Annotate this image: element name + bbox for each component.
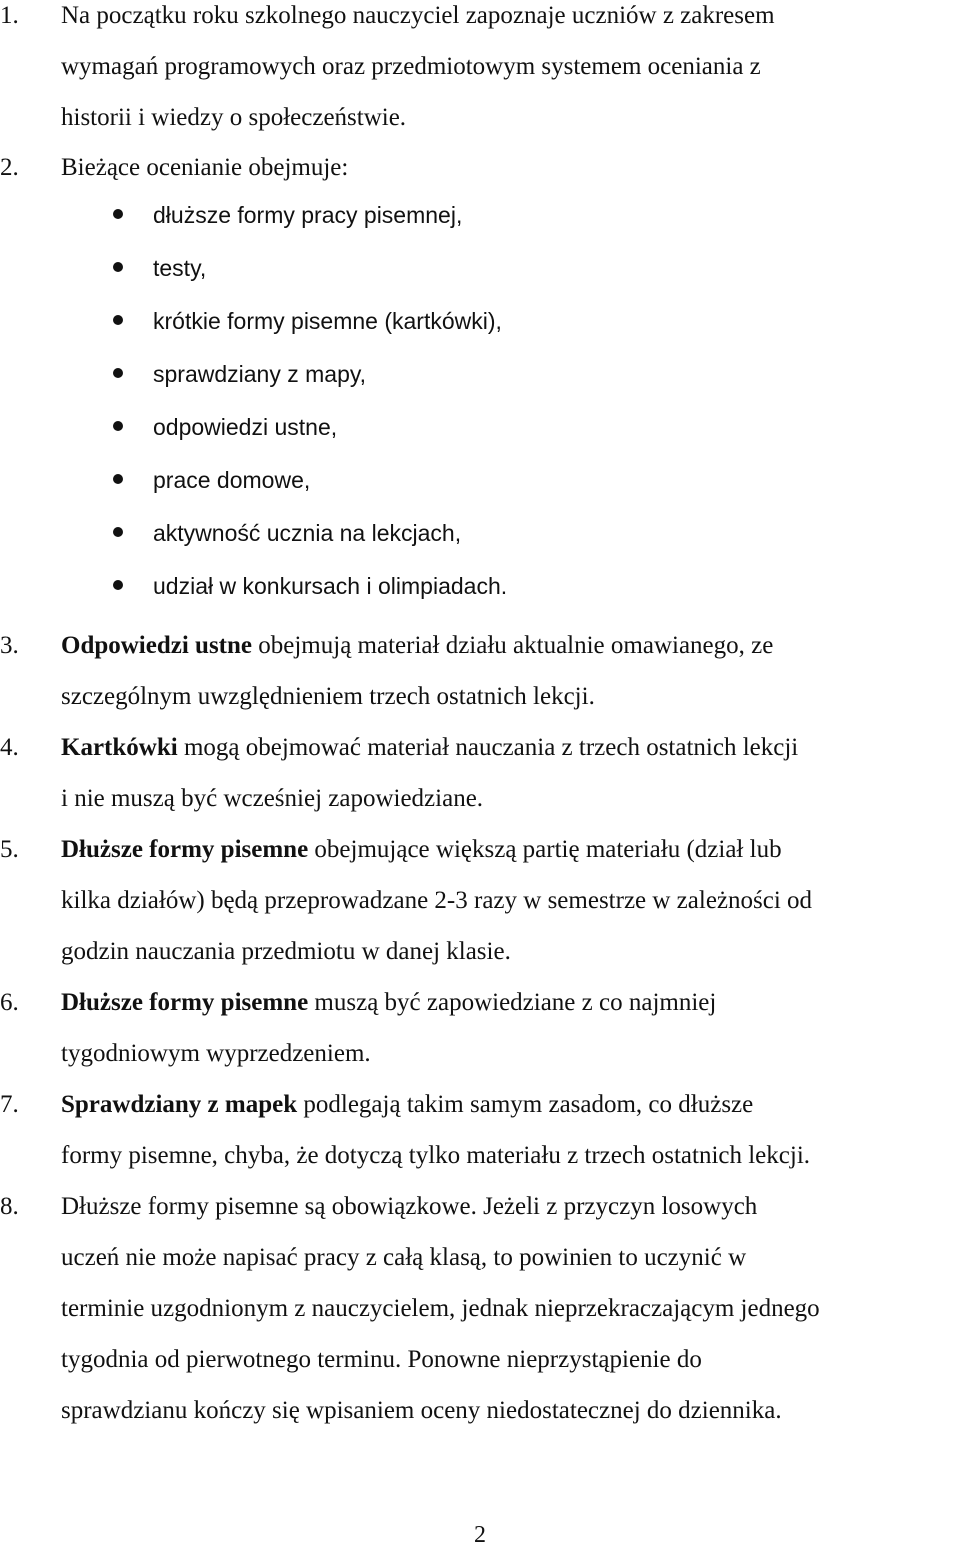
bullet-label: sprawdziany z mapy,: [153, 361, 367, 387]
text-line: [61, 824, 958, 875]
bullet-icon: [113, 474, 123, 484]
list-item-8: [0, 1181, 958, 1436]
text-line: szczególnym uwzględnieniem trzech ostatnich lekcji.: [61, 683, 595, 710]
bullet-item: [0, 243, 958, 296]
bullet-label: prace domowe,: [153, 467, 311, 493]
bullet-item: [0, 455, 958, 508]
item-lead: Dłuższe formy pisemne: [61, 989, 309, 1016]
list-item-6: [0, 977, 958, 1079]
item-text: [61, 1181, 958, 1436]
item-number: 1.: [0, 2, 19, 29]
text-line: [61, 722, 958, 773]
text-line: terminie uzgodnionym z nauczycielem, jednak nieprzekraczającym jednego: [61, 1295, 820, 1322]
bullet-label: krótkie formy pisemne (kartkówki),: [153, 308, 502, 334]
bullet-icon: [113, 262, 123, 272]
item-lead-rest: mogą obejmować materiał nauczania z trzech ostatnich lekcji: [177, 734, 799, 761]
bullet-label: udział w konkursach i olimpiadach.: [153, 573, 508, 599]
bullet-item: [0, 296, 958, 349]
bullet-icon: [113, 421, 123, 431]
bullet-icon: [113, 315, 123, 325]
item-text: [61, 977, 958, 1079]
list-item-5: [0, 824, 958, 977]
text-line: Na początku roku szkolnego nauczyciel zapoznaje uczniów z zakresem: [61, 2, 775, 29]
text-line: tygodniowym wyprzedzeniem.: [61, 1040, 371, 1067]
list-item-2: [0, 142, 958, 193]
text-line: [61, 977, 958, 1028]
item-text: [61, 0, 958, 143]
bullet-label: dłuższe formy pracy pisemnej,: [153, 202, 463, 228]
bullet-icon: [113, 580, 123, 590]
item-lead-rest: podlegają takim samym zasadom, co dłuższe: [297, 1091, 754, 1118]
item-number: 4.: [0, 734, 19, 761]
text-line: uczeń nie może napisać pracy z całą klasą, to powinien to uczynić w: [61, 1244, 747, 1271]
item-text: [61, 620, 958, 722]
text-line: wymagań programowych oraz przedmiotowym systemem oceniania z: [61, 53, 761, 80]
bullet-item: [0, 508, 958, 561]
text-line: [61, 1079, 958, 1130]
text-line: i nie muszą być wcześniej zapowiedziane.: [61, 785, 484, 812]
bullet-item: [0, 190, 958, 243]
bullet-label: aktywność ucznia na lekcjach,: [153, 520, 462, 546]
page-number: 2: [474, 1522, 486, 1548]
item-lead-rest: muszą być zapowiedziane z co najmniej: [308, 989, 717, 1016]
text-line: tygodnia od pierwotnego terminu. Ponowne nieprzystąpienie do: [61, 1346, 702, 1373]
text-line: Bieżące ocenianie obejmuje:: [61, 154, 349, 181]
bullet-label: testy,: [153, 255, 207, 281]
item-lead: Kartkówki: [61, 734, 178, 761]
bullet-icon: [113, 209, 123, 219]
text-line: Dłuższe formy pisemne są obowiązkowe. Jeżeli z przyczyn losowych: [61, 1193, 758, 1220]
list-item-1: [0, 0, 958, 143]
item-number: 3.: [0, 632, 19, 659]
bullet-item: [0, 561, 958, 614]
item-lead-rest: obejmujące większą partię materiału (dział lub: [308, 836, 782, 863]
item-text: [61, 722, 958, 824]
item-number: 5.: [0, 836, 19, 863]
item-text: [61, 1079, 958, 1181]
item-number: 6.: [0, 989, 19, 1016]
list-item-4: [0, 722, 958, 824]
list-item-7: [0, 1079, 958, 1181]
item-lead-rest: obejmują materiał działu aktualnie omawianego, ze: [252, 632, 774, 659]
item-number: 7.: [0, 1091, 19, 1118]
item-lead: Dłuższe formy pisemne: [61, 836, 309, 863]
bullet-label: odpowiedzi ustne,: [153, 414, 338, 440]
bullet-icon: [113, 527, 123, 537]
text-line: sprawdzianu kończy się wpisaniem oceny niedostatecznej do dziennika.: [61, 1397, 782, 1424]
bullet-icon: [113, 368, 123, 378]
item-lead: Odpowiedzi ustne: [61, 632, 253, 659]
item-text: [61, 824, 958, 977]
item-lead: Sprawdziany z mapek: [61, 1091, 298, 1118]
item-number: 2.: [0, 154, 19, 181]
list-item-3: [0, 620, 958, 722]
text-line: formy pisemne, chyba, że dotyczą tylko materiału z trzech ostatnich lekcji.: [61, 1142, 811, 1169]
text-line: historii i wiedzy o społeczeństwie.: [61, 104, 407, 131]
text-line: godzin nauczania przedmiotu w danej klasie.: [61, 938, 511, 965]
text-line: [61, 620, 958, 671]
bullet-item: [0, 349, 958, 402]
item-text: [61, 142, 958, 193]
item-number: 8.: [0, 1193, 19, 1220]
bullet-list: [0, 190, 958, 614]
text-line: kilka działów) będą przeprowadzane 2-3 razy w semestrze w zależności od: [61, 887, 813, 914]
bullet-item: [0, 402, 958, 455]
